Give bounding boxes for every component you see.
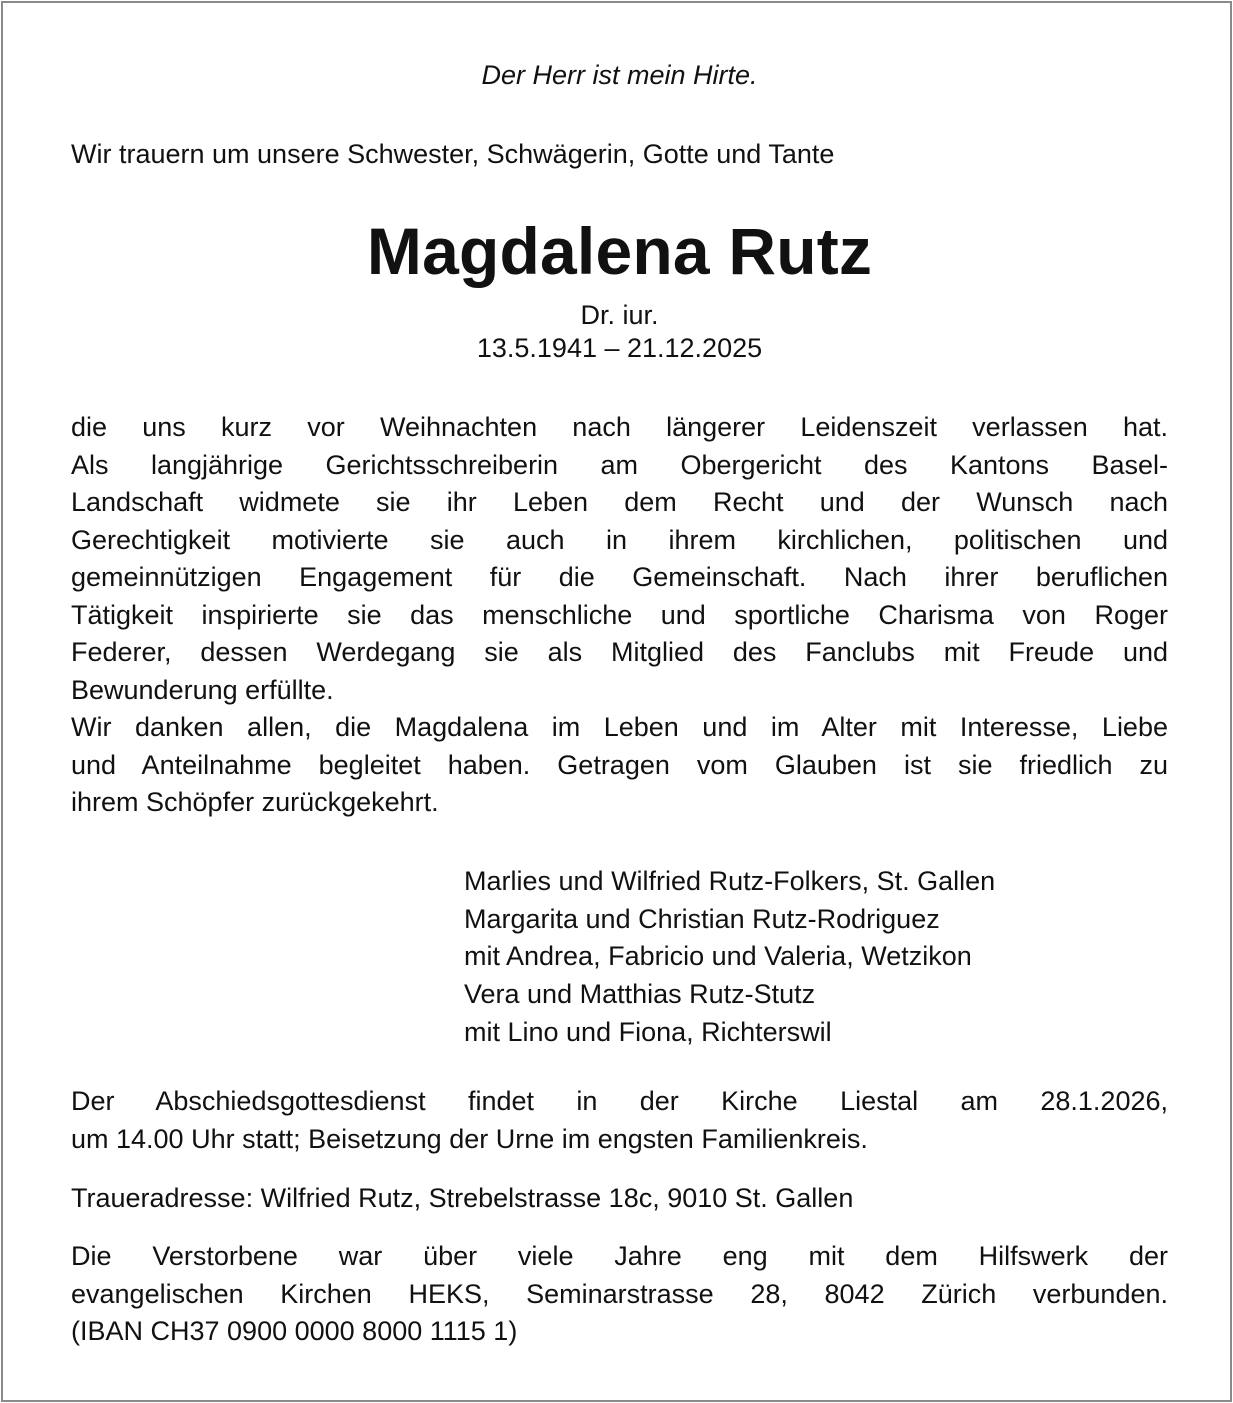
service-line: Der Abschiedsgottesdienst findet in der Kirche Liestal am 28.1.2026, — [71, 1086, 1168, 1116]
tribute-line: Bewunderung erfüllte. — [71, 674, 334, 705]
tribute-text — [71, 409, 1168, 822]
mourner-line: mit Andrea, Fabricio und Valeria, Wetzikon — [464, 941, 972, 972]
donation-line: Die Verstorbene war über viele Jahre eng mit dem Hilfswerk der — [71, 1241, 1168, 1271]
intro-line: Wir trauern um unsere Schwester, Schwägerin, Gotte und Tante — [71, 139, 835, 169]
tribute-line: Tätigkeit inspirierte sie das menschliche und sportliche Charisma von Roger — [71, 599, 1168, 630]
mourner-line: mit Lino und Fiona, Richterswil — [464, 1016, 832, 1047]
donation-line: (IBAN CH37 0900 0000 8000 1115 1) — [71, 1316, 518, 1346]
mourning-address: Traueradresse: Wilfried Rutz, Strebelstrasse 18c, 9010 St. Gallen — [71, 1183, 854, 1213]
notice-frame — [1, 1, 1232, 1402]
tribute-line: Gerechtigkeit motivierte sie auch in ihrem kirchlichen, politischen und — [71, 524, 1168, 555]
service-line: um 14.00 Uhr statt; Beisetzung der Urne im engsten Familienkreis. — [71, 1123, 868, 1154]
motto: Der Herr ist mein Hirte. — [481, 60, 758, 90]
mourners-list — [464, 863, 995, 1052]
service-info — [71, 1083, 1168, 1158]
donation-info — [71, 1238, 1168, 1351]
thanks-line: und Anteilnahme begleitet haben. Getragen vom Glauben ist sie friedlich zu — [71, 749, 1168, 780]
thanks-line: ihrem Schöpfer zurückgekehrt. — [71, 787, 439, 817]
life-dates: 13.5.1941 – 21.12.2025 — [476, 333, 763, 363]
tribute-line: Federer, dessen Werdegang sie als Mitglied des Fanclubs mit Freude und — [71, 637, 1168, 667]
donation-line: evangelischen Kirchen HEKS, Seminarstrasse 28, 8042 Zürich verbunden. — [71, 1278, 1168, 1309]
academic-title: Dr. iur. — [580, 300, 659, 330]
tribute-line: die uns kurz vor Weihnachten nach längerer Leidenszeit verlassen hat. — [71, 412, 1168, 442]
mourner-line: Vera und Matthias Rutz-Stutz — [464, 979, 816, 1010]
thanks-line: Wir danken allen, die Magdalena im Leben und im Alter mit Interesse, Liebe — [71, 712, 1168, 742]
tribute-line: Landschaft widmete sie ihr Leben dem Recht und der Wunsch nach — [71, 487, 1168, 517]
mourner-line: Margarita und Christian Rutz-Rodriguez — [464, 903, 940, 934]
tribute-line: Als langjährige Gerichtsschreiberin am Obergericht des Kantons Basel- — [71, 449, 1168, 480]
deceased-name: Magdalena Rutz — [366, 214, 873, 288]
mourner-line: Marlies und Wilfried Rutz-Folkers, St. Gallen — [464, 866, 996, 896]
tribute-line: gemeinnützigen Engagement für die Gemeinschaft. Nach ihrer beruflichen — [71, 562, 1168, 592]
